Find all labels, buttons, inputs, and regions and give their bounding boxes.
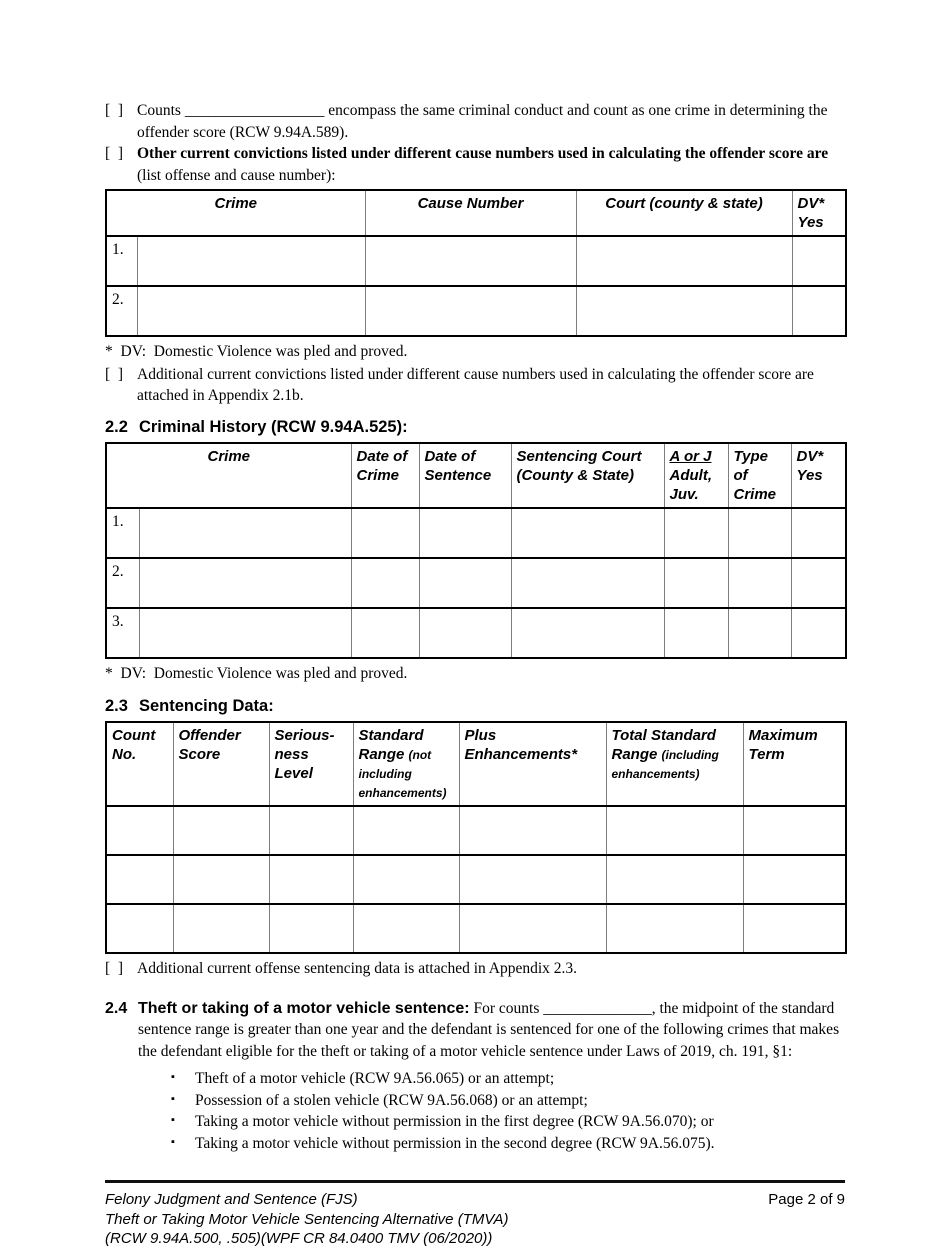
t3-row3-standard-cell[interactable]	[353, 904, 459, 953]
t3-row3-offender-cell[interactable]	[173, 904, 269, 953]
t2-row2-date-sentence-cell[interactable]	[419, 558, 511, 608]
t2-row2-aorj-cell[interactable]	[664, 558, 728, 608]
t1-header-dv: DV* Yes	[792, 190, 846, 236]
table-row	[106, 236, 846, 286]
counts-text-post: encompass the same criminal conduct and count as one crime in determining the	[328, 102, 828, 119]
t2-row2-date-crime-cell[interactable]	[351, 558, 419, 608]
page-number: Page 2 of 9	[768, 1191, 845, 1208]
t3-header-offender-score: Offender Score	[173, 722, 269, 806]
section-24-line2: sentence range is greater than one year and the defendant is sentenced for one of the following crimes that makes	[138, 1021, 840, 1038]
section-23-heading	[105, 695, 845, 717]
list-item	[138, 1133, 845, 1155]
counts-same-conduct-checkbox[interactable]: [ ]	[105, 102, 124, 119]
t3-row1-standard-cell[interactable]	[353, 806, 459, 855]
section-24-number: 2.4	[105, 999, 128, 1017]
other-convictions-checkbox[interactable]: [ ]	[105, 145, 124, 162]
t2-row2-number: 2.	[106, 558, 139, 608]
t2-row1-date-sentence-cell[interactable]	[419, 508, 511, 558]
section-24-line3: the defendant eligible for the theft or taking of a motor vehicle sentence under Laws of 2019, ch. 191, §1:	[138, 1042, 793, 1060]
counts-text-line2: offender score (RCW 9.94A.589).	[137, 123, 349, 141]
dv-footnote-2: * DV: Domestic Violence was pled and proved.	[105, 664, 408, 682]
table-row	[106, 508, 846, 558]
section-24-counts-blank-field[interactable]: ______________	[543, 999, 652, 1017]
t3-header-total-standard-range: Total Standard Range (including enhancements)	[606, 722, 743, 806]
t3-row2-plus-cell[interactable]	[459, 855, 606, 904]
t2-row1-crime-cell[interactable]	[139, 508, 351, 558]
t2-header-type-of-crime: Type of Crime	[728, 443, 791, 508]
t1-row2-number: 2.	[106, 286, 137, 336]
section-24	[105, 998, 845, 1155]
sentencing-data-table	[105, 721, 847, 954]
appendix-23-text: Additional current offense sentencing data is attached in Appendix 2.3.	[137, 960, 578, 977]
t2-row3-crime-cell[interactable]	[139, 608, 351, 658]
table-row	[106, 904, 846, 953]
t2-row3-date-crime-cell[interactable]	[351, 608, 419, 658]
other-convictions-item	[105, 143, 845, 186]
t3-header-standard-range: Standard Range (not including enhancements)	[353, 722, 459, 806]
t3-row1-total-cell[interactable]	[606, 806, 743, 855]
footer-form-subtitle: Theft or Taking Motor Vehicle Sentencing Alternative (TMVA)	[105, 1210, 509, 1228]
counts-same-conduct-item	[105, 100, 845, 143]
t2-row1-aorj-cell[interactable]	[664, 508, 728, 558]
t2-row3-court-cell[interactable]	[511, 608, 664, 658]
t2-row3-type-cell[interactable]	[728, 608, 791, 658]
t3-header-count-no: Count No.	[106, 722, 173, 806]
t3-row2-serious-cell[interactable]	[269, 855, 353, 904]
t3-row2-offender-cell[interactable]	[173, 855, 269, 904]
t3-row1-plus-cell[interactable]	[459, 806, 606, 855]
footer-divider	[105, 1180, 845, 1183]
section-24-text-post: , the midpoint of the standard	[651, 999, 835, 1017]
t3-header-maximum-term: Maximum Term	[743, 722, 846, 806]
other-convictions-bold-text: Other current convictions listed under different cause numbers used in calculating the offender score are	[137, 145, 829, 162]
t2-header-a-or-j	[664, 443, 728, 508]
appendix-23-checkbox[interactable]: [ ]	[105, 960, 124, 977]
t2-header-dv: DV* Yes	[791, 443, 846, 508]
t3-row3-max-cell[interactable]	[743, 904, 846, 953]
bullet-text: Theft of a motor vehicle (RCW 9A.56.065) or an attempt;	[195, 1070, 555, 1087]
t2-header-date-of-crime: Date of Crime	[351, 443, 419, 508]
criminal-history-table	[105, 442, 847, 659]
section-22-heading	[105, 416, 845, 438]
appendix-21b-line1: Additional current convictions listed under different cause numbers used in calculating the offender score are	[137, 365, 814, 383]
appendix-21b-item	[105, 364, 845, 407]
t2-row2-dv-cell[interactable]	[791, 558, 846, 608]
footer-form-citation: (RCW 9.94A.500, .505)(WPF CR 84.0400 TMV (06/2020))	[105, 1230, 493, 1247]
appendix-23-item	[105, 958, 845, 980]
t2-header-date-of-sentence: Date of Sentence	[419, 443, 511, 508]
standard-range-subtext: (not including enhancements)	[358, 748, 447, 800]
t1-row1-court-cell[interactable]	[576, 236, 792, 286]
t2-row2-type-cell[interactable]	[728, 558, 791, 608]
t2-row3-date-sentence-cell[interactable]	[419, 608, 511, 658]
t3-header-seriousness-level: Serious-ness Level	[269, 722, 353, 806]
bullet-text: Possession of a stolen vehicle (RCW 9A.56.068) or an attempt;	[195, 1091, 588, 1109]
t1-row1-number: 1.	[106, 236, 137, 286]
t1-row1-cause-cell[interactable]	[365, 236, 576, 286]
list-item	[138, 1111, 845, 1133]
t3-row3-plus-cell[interactable]	[459, 904, 606, 953]
t2-row1-date-crime-cell[interactable]	[351, 508, 419, 558]
section-22-title: Criminal History (RCW 9.94A.525):	[138, 417, 408, 436]
list-item	[138, 1068, 845, 1090]
t2-row1-type-cell[interactable]	[728, 508, 791, 558]
table-row	[106, 806, 846, 855]
t2-header-sentencing-court: Sentencing Court (County & State)	[511, 443, 664, 508]
section-23-number: 2.3	[105, 697, 128, 715]
section-24-lead: Theft or taking of a motor vehicle sentence:	[138, 999, 470, 1017]
other-convictions-normal-text: (list offense and cause number):	[137, 166, 336, 184]
bullet-icon: ▪	[171, 1071, 175, 1083]
t3-row1-serious-cell[interactable]	[269, 806, 353, 855]
table-row	[106, 558, 846, 608]
section-22-number: 2.2	[105, 417, 128, 436]
t3-row3-serious-cell[interactable]	[269, 904, 353, 953]
t1-row2-dv-cell[interactable]	[792, 286, 846, 336]
t2-row1-court-cell[interactable]	[511, 508, 664, 558]
a-or-j-underlined: A or J	[669, 447, 712, 465]
bullet-text: Taking a motor vehicle without permission in the first degree (RCW 9A.56.070); or	[195, 1113, 714, 1130]
t2-row3-dv-cell[interactable]	[791, 608, 846, 658]
a-or-j-sub: Adult, Juv.	[669, 466, 712, 503]
t2-row1-dv-cell[interactable]	[791, 508, 846, 558]
t3-row1-offender-cell[interactable]	[173, 806, 269, 855]
section-23-title: Sentencing Data:	[138, 697, 274, 715]
t3-row2-standard-cell[interactable]	[353, 855, 459, 904]
t1-row1-crime-cell[interactable]	[137, 236, 365, 286]
bullet-icon: ▪	[171, 1114, 175, 1126]
appendix-21b-line2: attached in Appendix 2.1b.	[137, 387, 304, 404]
bullet-icon: ▪	[171, 1092, 175, 1105]
t3-header-plus-enhancements: Plus Enhancements*	[459, 722, 606, 806]
appendix-21b-checkbox[interactable]: [ ]	[105, 365, 124, 383]
section-24-text-pre: For counts	[473, 999, 540, 1017]
table-row	[106, 855, 846, 904]
counts-text-pre: Counts	[137, 102, 181, 119]
t1-row2-court-cell[interactable]	[576, 286, 792, 336]
t2-row3-number: 3.	[106, 608, 139, 658]
table-row	[106, 608, 846, 658]
t3-row2-count-cell[interactable]	[106, 855, 173, 904]
t2-row2-court-cell[interactable]	[511, 558, 664, 608]
t3-row1-count-cell[interactable]	[106, 806, 173, 855]
t2-row3-aorj-cell[interactable]	[664, 608, 728, 658]
bullet-text: Taking a motor vehicle without permission in the second degree (RCW 9A.56.075).	[195, 1134, 715, 1152]
table-row	[106, 286, 846, 336]
bullet-icon: ▪	[171, 1135, 175, 1148]
t1-row1-dv-cell[interactable]	[792, 236, 846, 286]
total-range-subtext: (including enhancements)	[611, 748, 719, 781]
t1-row2-crime-cell[interactable]	[137, 286, 365, 336]
footer-form-title: Felony Judgment and Sentence (FJS)	[105, 1191, 358, 1208]
t3-row2-max-cell[interactable]	[743, 855, 846, 904]
t2-row2-crime-cell[interactable]	[139, 558, 351, 608]
t1-row2-cause-cell[interactable]	[365, 286, 576, 336]
t3-row2-total-cell[interactable]	[606, 855, 743, 904]
t1-header-cause-number: Cause Number	[365, 190, 576, 236]
list-item	[138, 1090, 845, 1112]
eligible-crimes-list	[138, 1068, 845, 1154]
counts-blank-field[interactable]: __________________	[184, 102, 325, 119]
t1-header-court: Court (county & state)	[576, 190, 792, 236]
t1-header-crime: Crime	[106, 190, 365, 236]
t2-row1-number: 1.	[106, 508, 139, 558]
t3-row3-total-cell[interactable]	[606, 904, 743, 953]
page-footer	[105, 1180, 845, 1249]
dv-footnote: * DV: Domestic Violence was pled and proved.	[105, 343, 408, 360]
t2-header-crime: Crime	[106, 443, 351, 508]
t3-row3-count-cell[interactable]	[106, 904, 173, 953]
other-convictions-table	[105, 189, 847, 337]
t3-row1-max-cell[interactable]	[743, 806, 846, 855]
